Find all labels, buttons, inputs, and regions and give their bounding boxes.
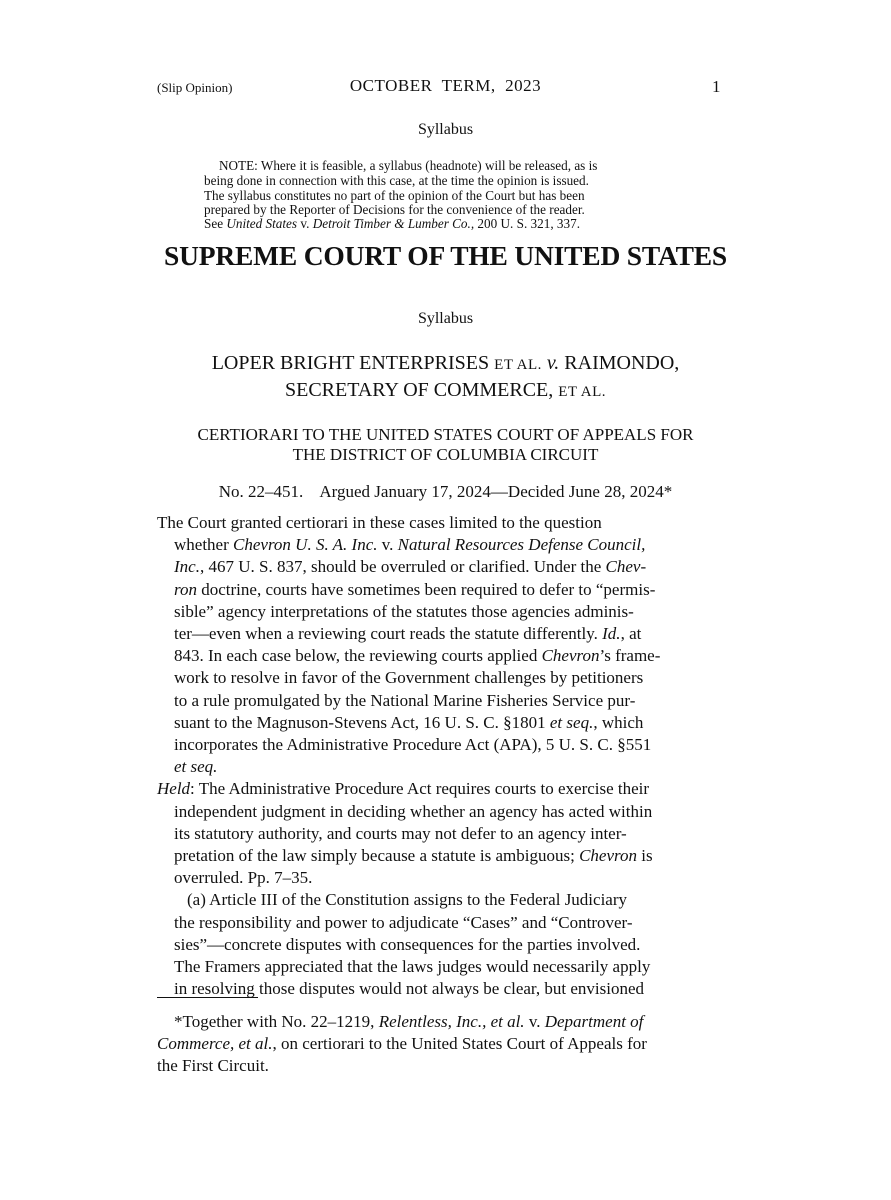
case-caption-line-2 [0, 379, 891, 402]
note-line-citation: See United States v. Detroit Timber & Lumber Co., 200 U. S. 321, 337. [204, 216, 580, 231]
case-caption-line-1 [0, 352, 891, 375]
body-line: ron doctrine, courts have sometimes been required to defer to “permis- [174, 579, 656, 599]
syllabus-heading: Syllabus [417, 121, 474, 138]
docket-line: No. 22–451. Argued January 17, 2024—Decided June 28, 2024* [218, 482, 673, 501]
caption-party-2-title: SECRETARY OF COMMERCE, [285, 379, 559, 401]
note-line: prepared by the Reporter of Decisions for the convenience of the reader. [204, 202, 585, 217]
slip-opinion-label: (Slip Opinion) [157, 80, 233, 95]
caption-versus: v. [541, 352, 560, 374]
body-line: incorporates the Administrative Procedure Act (APA), 5 U. S. C. §551 [174, 735, 652, 754]
footnote-rule [157, 997, 258, 998]
body-line: the responsibility and power to adjudicate “Cases” and “Controver- [174, 912, 633, 932]
note-line: The syllabus constitutes no part of the opinion of the Court but has been [204, 188, 585, 203]
body-line: overruled. Pp. 7–35. [174, 868, 313, 888]
body-line: sies”—concrete disputes with consequences for the parties involved. [174, 934, 641, 954]
syllabus-heading-2: Syllabus [417, 310, 474, 327]
body-line: work to resolve in favor of the Government challenges by petitioners [174, 668, 644, 688]
body-line: to a rule promulgated by the National Marine Fisheries Service pur- [174, 690, 636, 710]
caption-et-al-1: ET AL. [494, 357, 542, 373]
note-line: NOTE: Where it is feasible, a syllabus (headnote) will be released, as is [219, 158, 598, 173]
body-line: 843. In each case below, the reviewing courts applied Chevron’s frame- [174, 646, 661, 666]
certiorari-line-1: CERTIORARI TO THE UNITED STATES COURT OF APPEALS FOR [197, 425, 694, 444]
body-line: suant to the Magnuson-Stevens Act, 16 U. S. C. §1801 et seq., which [174, 712, 644, 732]
body-line: et seq. [174, 757, 218, 777]
page-number: 1 [712, 77, 721, 96]
caption-party-1: LOPER BRIGHT ENTERPRISES [211, 352, 495, 374]
body-line: sible” agency interpretations of the statutes those agencies adminis- [174, 601, 634, 621]
body-line: The Framers appreciated that the laws judges would necessarily apply [174, 957, 651, 976]
note-line: being done in connection with this case, at the time the opinion is issued. [204, 173, 589, 188]
body-line: its statutory authority, and courts may not defer to an agency inter- [174, 823, 627, 843]
body-line: The Court granted certiorari in these cases limited to the question [157, 513, 602, 532]
court-title: SUPREME COURT OF THE UNITED STATES [164, 240, 727, 271]
body-line: independent judgment in deciding whether an agency has acted within [174, 801, 653, 821]
body-line: (a) Article III of the Constitution assigns to the Federal Judiciary [187, 890, 628, 910]
footnote-line: Commerce, et al., on certiorari to the United States Court of Appeals for [157, 1034, 647, 1053]
citation-case: United States [226, 216, 298, 231]
caption-et-al-2: ET AL. [558, 384, 606, 400]
body-line: Held: The Administrative Procedure Act requires courts to exercise their [157, 779, 650, 799]
footnote-line: *Together with No. 22–1219, Relentless, Inc., et al. v. Department of [174, 1012, 644, 1031]
term-heading: OCTOBER TERM, 2023 [349, 76, 542, 95]
body-line: in resolving those disputes would not always be clear, but envisioned [174, 979, 645, 999]
body-line: whether Chevron U. S. A. Inc. v. Natural Resources Defense Council, [174, 535, 646, 555]
footnote-line: the First Circuit. [157, 1056, 269, 1075]
certiorari-line-2: THE DISTRICT OF COLUMBIA CIRCUIT [292, 445, 599, 464]
caption-party-2: RAIMONDO, [559, 352, 680, 374]
body-line: pretation of the law simply because a statute is ambiguous; Chevron is [174, 846, 653, 865]
body-line: ter—even when a reviewing court reads the statute differently. Id., at [174, 624, 642, 643]
citation-case-2: Detroit Timber & Lumber Co., [312, 216, 475, 231]
body-line: Inc., 467 U. S. 837, should be overruled or clarified. Under the Chev- [174, 557, 647, 577]
